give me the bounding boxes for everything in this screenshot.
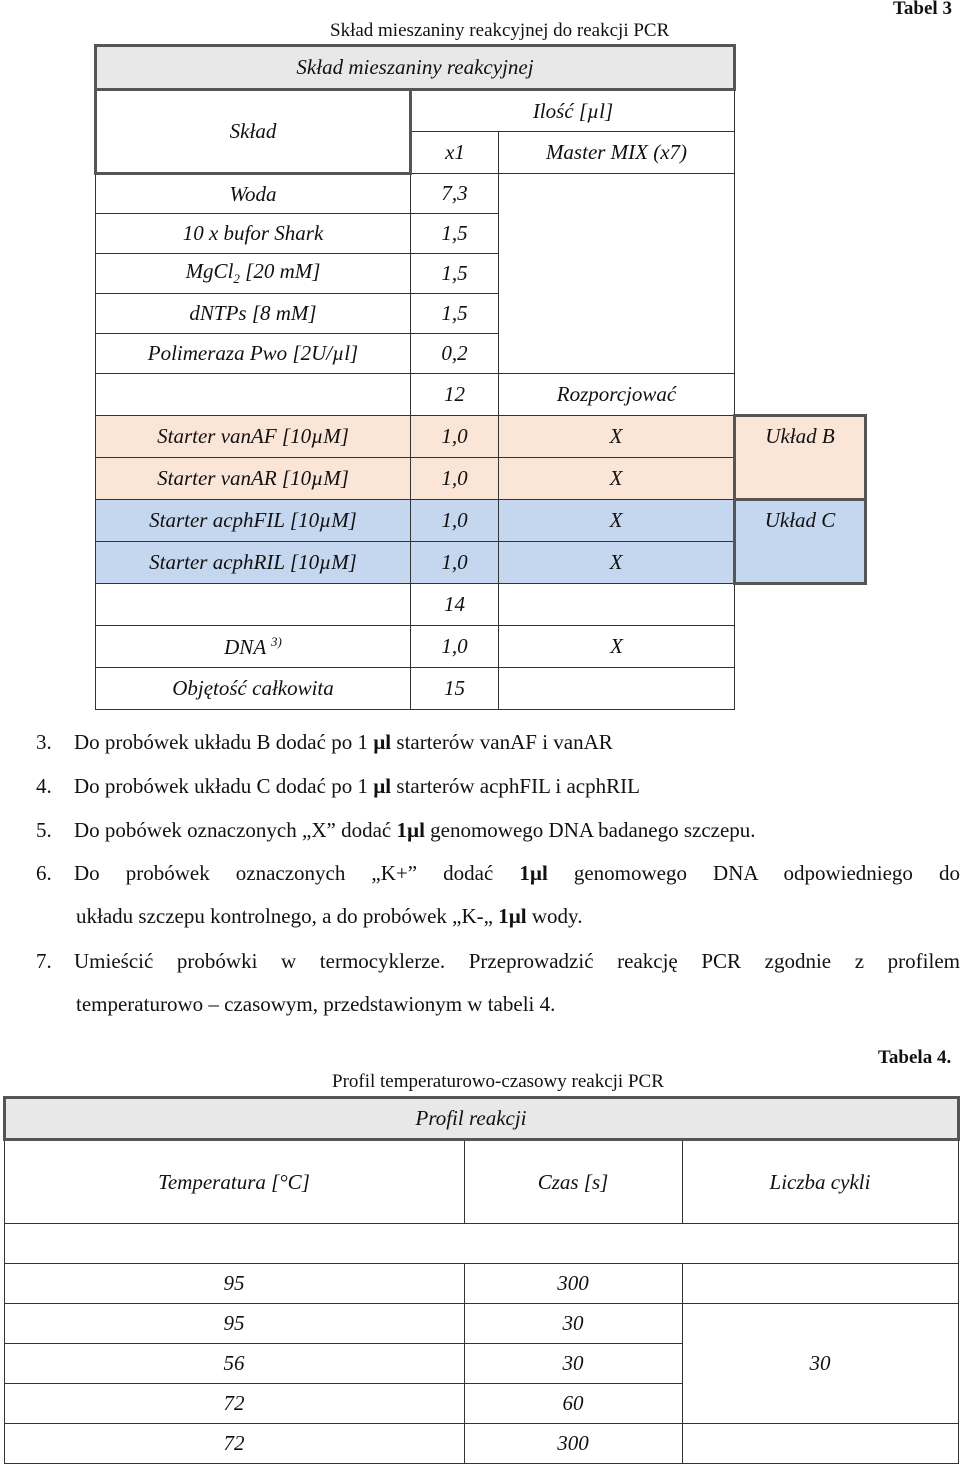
temp-cell: 95 (4, 1264, 464, 1304)
col-master: Master MIX (x7) (499, 132, 735, 174)
sum2: 14 (411, 584, 499, 626)
row-x1: 1,5 (411, 214, 499, 254)
starter-mark: X (499, 542, 735, 584)
starter-name: Starter acphFIL [10µM] (96, 500, 411, 542)
starter-mark: X (499, 458, 735, 500)
master-empty (499, 174, 735, 374)
row-x1: 1,5 (411, 254, 499, 294)
dna-x1: 1,0 (411, 626, 499, 668)
temp-cell: 56 (4, 1344, 464, 1384)
col-czas: Czas [s] (464, 1140, 682, 1224)
starter-mark: X (499, 500, 735, 542)
instruction-3: 3. Do probówek układu B dodać po 1 µl starterów vanAF i vanAR (36, 730, 613, 754)
col-ilosc: Ilość [µl] (411, 90, 735, 132)
czas-cell: 300 (464, 1424, 682, 1464)
profile-header-title: Profil reakcji (4, 1098, 958, 1140)
row-name: dNTPs [8 mM] (96, 294, 411, 334)
total-name: Objętość całkowita (96, 668, 411, 710)
col-sklad: Skład (96, 90, 411, 174)
starter-x1: 1,0 (411, 416, 499, 458)
row-name: Polimeraza Pwo [2U/µl] (96, 334, 411, 374)
czas-cell: 300 (464, 1264, 682, 1304)
row-x1: 0,2 (411, 334, 499, 374)
starter-name: Starter acphRIL [10µM] (96, 542, 411, 584)
czas-cell: 30 (464, 1304, 682, 1344)
czas-cell: 60 (464, 1384, 682, 1424)
col-temp: Temperatura [°C] (4, 1140, 464, 1224)
uklad-b: Układ B (735, 416, 866, 500)
instruction-4: 4. Do probówek układu C dodać po 1 µl starterów acphFIL i acphRIL (36, 774, 640, 798)
reaction-mix-table (94, 44, 867, 710)
czas-cell: 30 (464, 1344, 682, 1384)
table3-caption: Skład mieszaniny reakcyjnej do reakcji PCR (330, 20, 670, 41)
temp-cell: 72 (4, 1384, 464, 1424)
starter-x1: 1,0 (411, 542, 499, 584)
temp-cell: 72 (4, 1424, 464, 1464)
row-name: MgCl$_2$ [20 mM] (96, 254, 411, 294)
starter-mark: X (499, 416, 735, 458)
row-x1: 7,3 (411, 174, 499, 214)
sum1: 12 (411, 374, 499, 416)
starter-name: Starter vanAF [10µM] (96, 416, 411, 458)
instruction-5: 5. Do pobówek oznaczonych „X” dodać 1µl genomowego DNA badanego szczepu. (36, 818, 756, 842)
uklad-c: Układ C (735, 500, 866, 584)
starter-x1: 1,0 (411, 458, 499, 500)
starter-name: Starter vanAR [10µM] (96, 458, 411, 500)
dna-name: DNA $^{3)}$ (96, 626, 411, 668)
row-name: Woda (96, 174, 411, 214)
col-cykle: Liczba cykli (682, 1140, 958, 1224)
row-name: 10 x bufor Shark (96, 214, 411, 254)
mix-header-title: Skład mieszaniny reakcyjnej (96, 46, 735, 90)
starter-x1: 1,0 (411, 500, 499, 542)
row-x1: 1,5 (411, 294, 499, 334)
dna-mark: X (499, 626, 735, 668)
table3-tag: Tabel 3 (893, 0, 952, 19)
table4-tag: Tabela 4. (878, 1047, 952, 1068)
col-x1: x1 (411, 132, 499, 174)
total-x1: 15 (411, 668, 499, 710)
instruction-6: 6. Do probówek oznaczonych „K+” dodać 1µl genomowego DNA odpowiedniego do (36, 861, 960, 885)
temp-cell: 95 (4, 1304, 464, 1344)
rozporcjowac: Rozporcjować (499, 374, 735, 416)
pcr-profile-table (0, 1096, 960, 1464)
instruction-7: 7. Umieścić probówki w termocyklerze. Przeprowadzić reakcję PCR zgodnie z profilem (36, 949, 960, 973)
instruction-6-cont: układu szczepu kontrolnego, a do probówek „K-„ 1µl wody. (76, 904, 583, 928)
cycles-cell: 30 (682, 1304, 958, 1424)
table4-caption: Profil temperaturowo-czasowy reakcji PCR (332, 1071, 664, 1092)
instruction-7-cont: temperaturowo – czasowym, przedstawionym w tabeli 4. (76, 992, 556, 1016)
